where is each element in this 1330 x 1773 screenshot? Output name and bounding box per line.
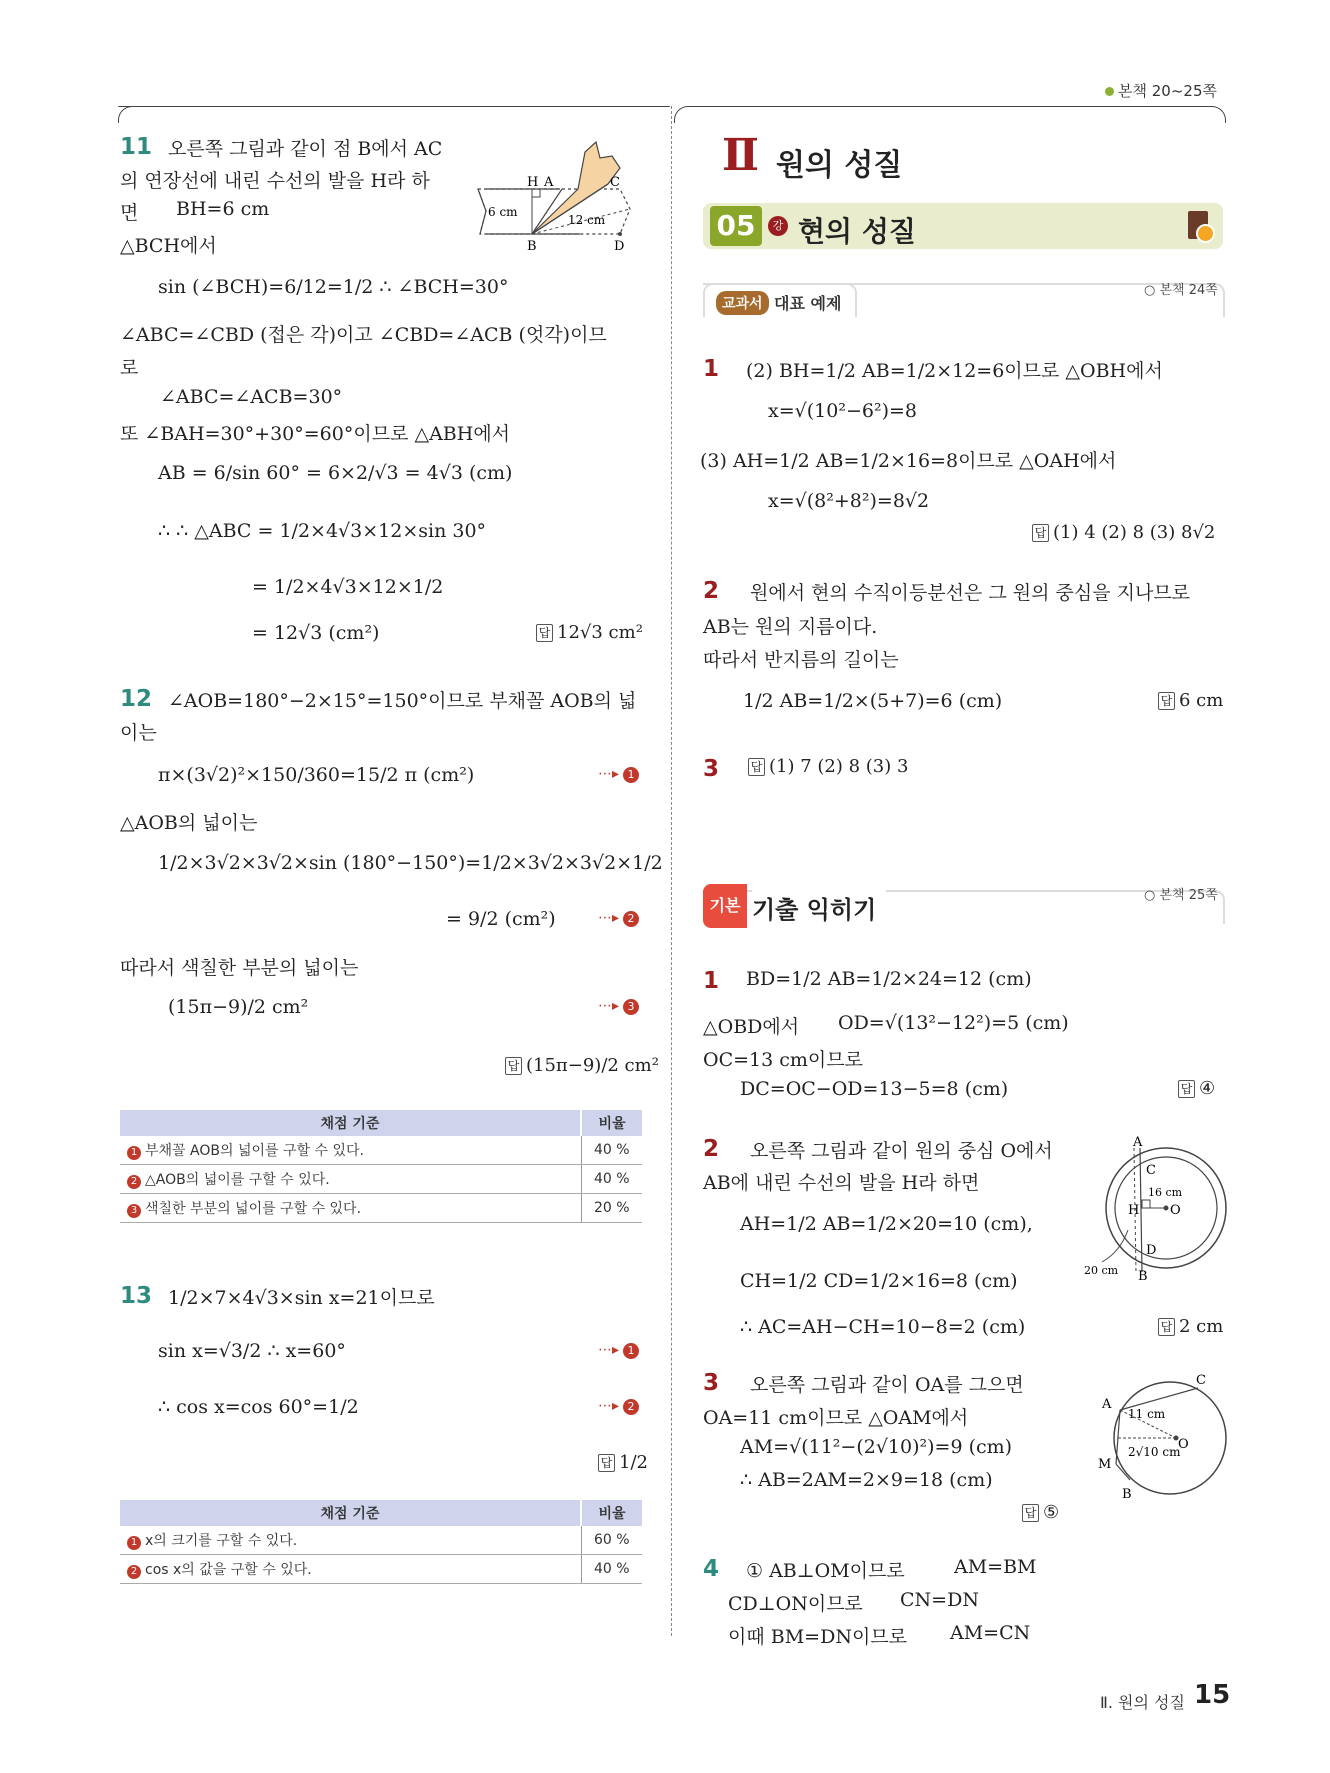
k2-number: 2: [703, 1136, 720, 1162]
p11-fig-label-B: B: [527, 239, 537, 254]
footer-chapter: Ⅱ. 원의 성질: [1100, 1693, 1185, 1712]
p11-line1: 오른쪽 그림과 같이 점 B에서 AC: [168, 138, 443, 160]
answer-mark-icon: 답: [536, 624, 553, 642]
criteria-text: △AOB의 넓이를 구할 수 있다.: [145, 1172, 330, 1188]
k1-answer-value: ④: [1199, 1078, 1216, 1099]
p13-step1-marker: ⋯▸ 1: [598, 1342, 639, 1359]
criteria-header: 채점 기준: [120, 1500, 581, 1526]
ratio-cell: 40 %: [581, 1165, 642, 1194]
answer-mark-icon: 답: [1158, 1318, 1175, 1336]
k4-line2b: CN=DN: [900, 1589, 979, 1611]
p11-line10: AB = 6/sin 60° = 6×2/√3 = 4√3 (cm): [158, 462, 513, 484]
k2-fig-label-O: O: [1170, 1203, 1181, 1218]
table-header-row: [120, 1500, 642, 1526]
p11-line8: ∠ABC=∠ACB=30°: [160, 386, 343, 408]
r2-line4: 1/2 AB=1/2×(5+7)=6 (cm): [743, 690, 1003, 712]
p11-line11-expr: ∴ △ABC = 1/2×4√3×12×sin 30°: [176, 520, 487, 542]
table-header-row: [120, 1110, 642, 1136]
k3-fig-label-M: M: [1098, 1457, 1112, 1472]
table-row: [120, 1194, 642, 1223]
page-number: 15: [1194, 1680, 1231, 1710]
ratio-header: 비율: [581, 1110, 642, 1136]
r2-line2: AB는 원의 지름이다.: [703, 616, 878, 638]
k3-line2: OA=11 cm이므로 △OAM에서: [703, 1407, 969, 1429]
p11-figure: [470, 134, 650, 260]
k3-fig-len2: 2√10 cm: [1128, 1445, 1181, 1459]
p12-line8: (15π−9)/2 cm²: [168, 996, 309, 1018]
k1-line2b: OD=√(13²−12²)=5 (cm): [838, 1012, 1069, 1034]
k2-fig-label-H: H: [1128, 1203, 1140, 1218]
lesson-title: 현의 성질: [798, 215, 916, 248]
k2-line4: CH=1/2 CD=1/2×16=8 (cm): [740, 1270, 1018, 1292]
p12-line5: 1/2×3√2×3√2×sin (180°−150°)=1/2×3√2×3√2×1/2: [158, 852, 663, 874]
p13-line3: ∴ cos x=cos 60°=1/2: [158, 1396, 359, 1418]
section1-ref: ○ 본책 24쪽: [1144, 283, 1218, 298]
answer-mark-icon: 답: [1178, 1080, 1195, 1098]
column-divider: [671, 106, 672, 1636]
lesson-badge: 강: [768, 216, 788, 236]
k2-answer: [1158, 1316, 1223, 1337]
criteria-header: 채점 기준: [120, 1110, 581, 1136]
book-clock-icon: [1188, 211, 1208, 239]
k2-figure: [1080, 1134, 1230, 1284]
criteria-text: 색칠한 부분의 넓이를 구할 수 있다.: [145, 1201, 362, 1217]
step-number: 2: [127, 1565, 141, 1579]
r3-answer: [748, 756, 908, 777]
p12-step1-marker: ⋯▸ 1: [598, 766, 639, 783]
chapter-number: Ⅱ: [722, 130, 760, 181]
k3-line4: ∴ AB=2AM=2×9=18 (cm): [740, 1469, 993, 1491]
k3-fig-len1: 11 cm: [1128, 1407, 1166, 1421]
answer-mark-icon: 답: [598, 1454, 615, 1472]
p11-line12: = 1/2×4√3×12×1/2: [252, 576, 444, 598]
k2-fig-label-A: A: [1133, 1135, 1143, 1150]
answer-mark-icon: 답: [505, 1057, 522, 1075]
step-number: 3: [127, 1204, 141, 1218]
lesson-number: 05: [710, 206, 762, 246]
p11-line2: 의 연장선에 내린 수선의 발을 H라 하: [120, 170, 430, 192]
p13-step2-marker: ⋯▸ 2: [598, 1398, 639, 1415]
p12-line3: π×(3√2)²×150/360=15/2 π (cm²): [158, 764, 475, 786]
p13-scoring-table: [120, 1500, 642, 1584]
p12-line2: 이는: [120, 722, 157, 744]
table-row: [120, 1165, 642, 1194]
k1-line3: OC=13 cm이므로: [703, 1049, 863, 1071]
r1-answer: [1032, 522, 1215, 543]
k2-line5: ∴ AC=AH−CH=10−8=2 (cm): [740, 1316, 1026, 1338]
bullet-icon: [1105, 87, 1114, 96]
section2-ref: ○ 본책 25쪽: [1144, 888, 1218, 903]
ratio-cell: 20 %: [581, 1194, 642, 1223]
k2-fig-label-B: B: [1138, 1269, 1148, 1284]
k2-answer-value: 2 cm: [1179, 1316, 1224, 1337]
circle-icon: ○: [1144, 283, 1160, 298]
k2-fig-label-C: C: [1146, 1163, 1156, 1178]
r1-answer-value: (1) 4 (2) 8 (3) 8√2: [1053, 522, 1216, 543]
p11-line5: sin (∠BCH)=6/12=1/2 ∴ ∠BCH=30°: [158, 276, 509, 298]
r1-line3: (3) AH=1/2 AB=1/2×16=8이므로 △OAH에서: [700, 450, 1117, 472]
p11-line11: [158, 520, 486, 542]
r2-line3: 따라서 반지름의 길이는: [703, 649, 899, 671]
p11-fig-len1: 6 cm: [488, 205, 518, 219]
section2-title: 기출 익히기: [752, 890, 886, 925]
k1-line2a: △OBD에서: [703, 1016, 800, 1038]
k1-number: 1: [703, 968, 720, 994]
ratio-cell: 40 %: [581, 1136, 642, 1165]
p12-answer-value: (15π−9)/2 cm²: [526, 1055, 659, 1076]
p11-line7: 로: [120, 357, 139, 379]
criteria-text: cos x의 값을 구할 수 있다.: [145, 1562, 312, 1578]
chapter-title: 원의 성질: [776, 148, 903, 183]
ratio-header: 비율: [581, 1500, 642, 1526]
r1-line2: x=√(10²−6²)=8: [768, 400, 917, 422]
k3-figure: [1094, 1372, 1230, 1502]
p12-scoring-table: [120, 1110, 642, 1223]
k2-fig-label-D: D: [1146, 1243, 1157, 1258]
k3-fig-label-O: O: [1178, 1437, 1189, 1452]
p11-answer-value: 12√3 cm²: [557, 622, 643, 643]
k4-line1a: ① AB⊥OM이므로: [746, 1560, 905, 1582]
k2-fig-len1: 16 cm: [1148, 1186, 1183, 1199]
k3-fig-label-B: B: [1122, 1487, 1132, 1502]
p11-line13: = 12√3 (cm²): [252, 622, 380, 644]
table-row: [120, 1555, 642, 1584]
p13-answer: [598, 1452, 648, 1473]
r2-answer: [1158, 690, 1223, 711]
answer-mark-icon: 답: [748, 758, 765, 776]
therefore-symbol: ∴: [158, 520, 171, 542]
k1-answer: [1178, 1078, 1215, 1099]
k4-line3a: 이때 BM=DN이므로: [728, 1626, 908, 1648]
answer-mark-icon: 답: [1022, 1504, 1039, 1522]
p11-line4: △BCH에서: [120, 235, 217, 257]
k2-line3: AH=1/2 AB=1/2×20=10 (cm),: [740, 1213, 1033, 1235]
r2-number: 2: [703, 578, 720, 604]
problem-12-number: 12: [120, 686, 153, 712]
p11-fig-label-A: A: [544, 175, 554, 190]
p12-line7: 따라서 색칠한 부분의 넓이는: [120, 957, 359, 979]
r2-line1: 원에서 현의 수직이등분선은 그 원의 중심을 지나므로: [750, 582, 1191, 604]
k4-number: 4: [703, 1556, 720, 1582]
left-column-corner: [118, 106, 133, 123]
criteria-text: 부채꼴 AOB의 넓이를 구할 수 있다.: [145, 1143, 364, 1159]
criteria-text: x의 크기를 구할 수 있다.: [145, 1533, 298, 1549]
k4-line3b: AM=CN: [950, 1622, 1031, 1644]
r1-line4: x=√(8²+8²)=8√2: [768, 490, 930, 512]
p12-line6: = 9/2 (cm²): [446, 908, 556, 930]
p13-line2: sin x=√3/2 ∴ x=60°: [158, 1340, 346, 1362]
k1-line1: BD=1/2 AB=1/2×24=12 (cm): [746, 968, 1032, 990]
answer-mark-icon: 답: [1032, 524, 1049, 542]
p12-line1: ∠AOB=180°−2×15°=150°이므로 부채꼴 AOB의 넓: [168, 690, 637, 712]
k3-answer: [1022, 1502, 1059, 1523]
p11-line9: 또 ∠BAH=30°+30°=60°이므로 △ABH에서: [120, 423, 511, 445]
p11-answer: [536, 622, 643, 643]
p12-answer: [505, 1055, 659, 1076]
step-number: 2: [127, 1175, 141, 1189]
problem-13-number: 13: [120, 1283, 153, 1309]
r1-number: 1: [703, 356, 720, 382]
right-column-frame: [674, 106, 1226, 123]
p11-line6: ∠ABC=∠CBD (접은 각)이고 ∠CBD=∠ACB (엇각)이므: [120, 324, 607, 346]
k3-answer-value: ⑤: [1043, 1502, 1060, 1523]
r2-answer-value: 6 cm: [1179, 690, 1224, 711]
problem-11-number: 11: [120, 134, 153, 160]
table-row: [120, 1136, 642, 1165]
clock-icon: [1196, 224, 1215, 243]
p11-line3b: BH=6 cm: [176, 198, 270, 220]
ratio-cell: 60 %: [581, 1526, 642, 1555]
step-number: 1: [127, 1146, 141, 1160]
k2-fig-len2: 20 cm: [1084, 1264, 1119, 1277]
step-number: 1: [127, 1536, 141, 1550]
p11-fig-label-H: H: [527, 175, 539, 190]
k3-line3: AM=√(11²−(2√10)²)=9 (cm): [740, 1436, 1013, 1458]
k3-fig-label-C: C: [1196, 1373, 1206, 1388]
page-ref: 본책 20~25쪽: [1105, 80, 1217, 101]
p11-line3a: 면: [120, 202, 139, 224]
k4-line1b: AM=BM: [954, 1556, 1037, 1578]
table-row: [120, 1526, 642, 1555]
k2-line2: AB에 내린 수선의 발을 H라 하면: [703, 1172, 980, 1194]
k3-fig-label-A: A: [1102, 1397, 1112, 1412]
p12-step2-marker: ⋯▸ 2: [598, 910, 639, 927]
k3-line1: 오른쪽 그림과 같이 OA를 그으면: [750, 1374, 1024, 1396]
circle-icon: ○: [1144, 888, 1160, 903]
section1-title: 대표 예제: [774, 294, 842, 313]
answer-mark-icon: 답: [1158, 692, 1175, 710]
k4-line2a: CD⊥ON이므로: [728, 1593, 863, 1615]
r3-answer-value: (1) 7 (2) 8 (3) 3: [769, 756, 909, 777]
section1-badge: 교과서: [716, 291, 769, 315]
p11-fig-label-D: D: [614, 239, 625, 254]
left-column-frame: [118, 106, 670, 107]
p13-answer-value: 1/2: [619, 1452, 648, 1473]
p12-step3-marker: ⋯▸ 3: [598, 998, 639, 1015]
p11-fig-len2: 12 cm: [568, 213, 606, 227]
r3-number: 3: [703, 756, 720, 782]
p12-line4: △AOB의 넓이는: [120, 812, 258, 834]
p11-fig-label-C: C: [610, 175, 620, 190]
k2-line1: 오른쪽 그림과 같이 원의 중심 O에서: [750, 1140, 1053, 1162]
r1-line1: (2) BH=1/2 AB=1/2×12=6이므로 △OBH에서: [746, 360, 1163, 382]
k1-line4: DC=OC−OD=13−5=8 (cm): [740, 1078, 1009, 1100]
ratio-cell: 40 %: [581, 1555, 642, 1584]
k3-number: 3: [703, 1370, 720, 1396]
p13-line1: 1/2×7×4√3×sin x=21이므로: [168, 1287, 435, 1309]
section2-badge: 기본: [703, 884, 747, 928]
